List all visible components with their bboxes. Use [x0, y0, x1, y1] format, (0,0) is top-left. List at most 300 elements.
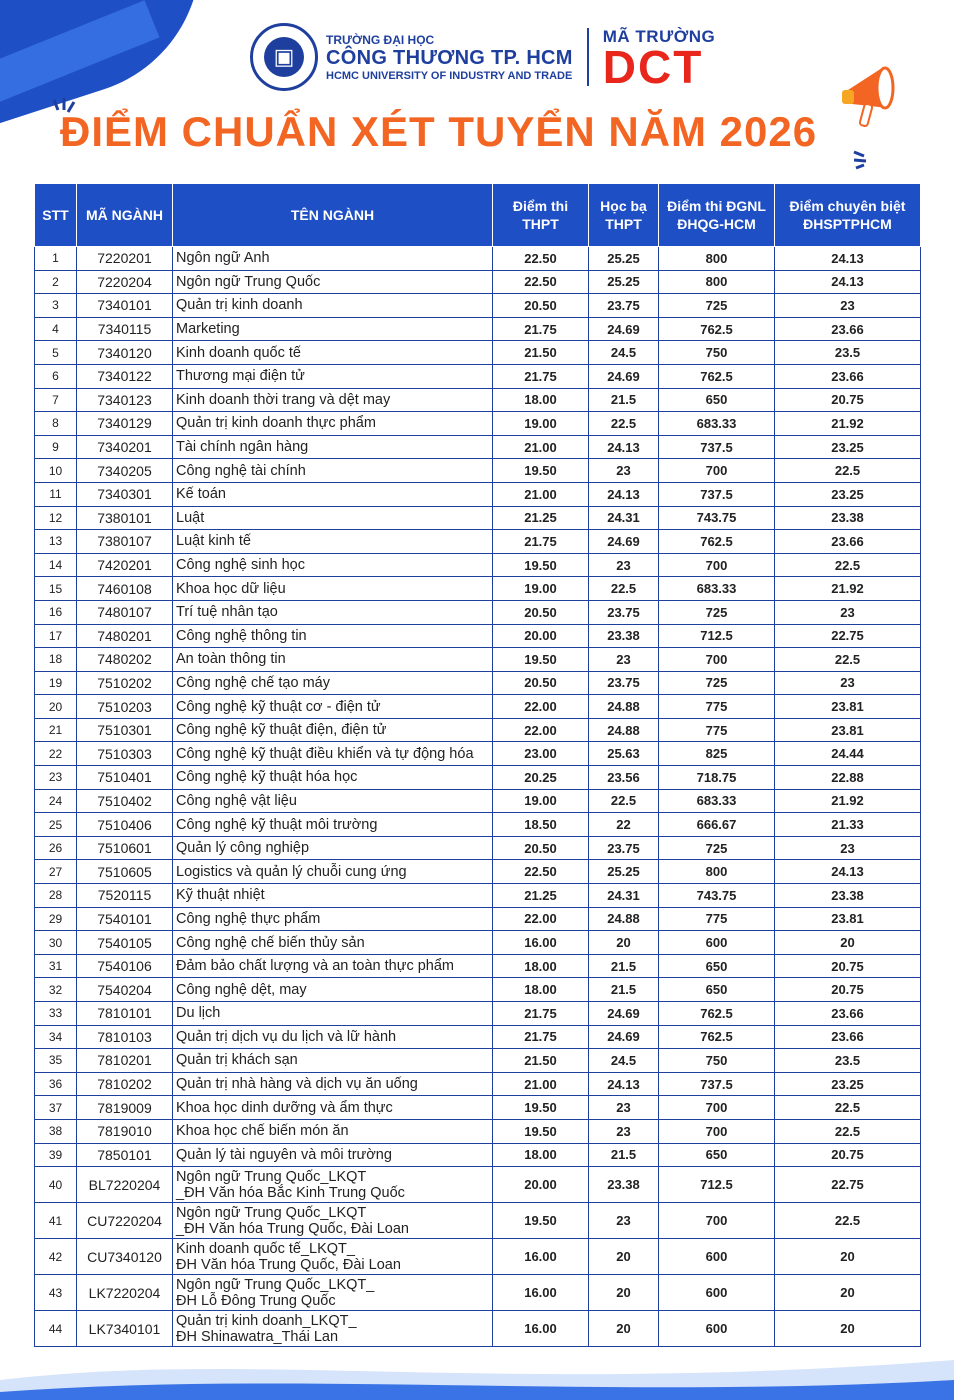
thpt-score-cell: 22.50: [493, 247, 589, 271]
thpt-score-cell: 20.50: [493, 600, 589, 624]
major-code-cell: 7810101: [77, 1002, 173, 1026]
stt-cell: 20: [35, 695, 77, 719]
table-row: [35, 553, 921, 577]
major-name-cell: Công nghệ thông tin: [173, 624, 493, 648]
stt-cell: 18: [35, 648, 77, 672]
hocba-score-cell: 20: [589, 931, 659, 955]
table-row: [35, 1119, 921, 1143]
dhsp-score-cell: 23.66: [775, 364, 921, 388]
thpt-score-cell: 19.00: [493, 412, 589, 436]
major-name-cell: Tài chính ngân hàng: [173, 435, 493, 459]
dhsp-score-cell: 20: [775, 931, 921, 955]
dhsp-score-cell: 23: [775, 836, 921, 860]
hocba-score-cell: 24.5: [589, 1049, 659, 1073]
dhsp-score-cell: 20.75: [775, 978, 921, 1002]
logo-book-icon: ▣: [264, 37, 304, 77]
major-code-cell: 7540101: [77, 907, 173, 931]
table-row: [35, 506, 921, 530]
major-name-cell: Đảm bảo chất lượng và an toàn thực phẩm: [173, 954, 493, 978]
thpt-score-cell: 19.50: [493, 553, 589, 577]
dgnl-score-cell: 650: [659, 978, 775, 1002]
major-name-cell: Công nghệ kỹ thuật điện, điện tử: [173, 718, 493, 742]
table-row: [35, 954, 921, 978]
table-row: [35, 931, 921, 955]
major-code-cell: 7510202: [77, 671, 173, 695]
table-row: [35, 1072, 921, 1096]
hocba-score-cell: 23: [589, 459, 659, 483]
major-code-cell: 7810201: [77, 1049, 173, 1073]
stt-cell: 28: [35, 884, 77, 908]
table-row: [35, 1203, 921, 1239]
table-row: [35, 789, 921, 813]
dgnl-score-cell: 718.75: [659, 766, 775, 790]
hocba-score-cell: 24.69: [589, 317, 659, 341]
thpt-score-cell: 21.75: [493, 364, 589, 388]
table-body: [35, 247, 921, 1347]
major-code-cell: CU7340120: [77, 1239, 173, 1275]
dhsp-score-cell: 23.66: [775, 317, 921, 341]
dgnl-score-cell: 725: [659, 671, 775, 695]
major-code-cell: LK7340101: [77, 1311, 173, 1347]
major-name-cell: Công nghệ chế tạo máy: [173, 671, 493, 695]
dgnl-score-cell: 650: [659, 954, 775, 978]
major-code-cell: 7810103: [77, 1025, 173, 1049]
major-name-cell: Logistics và quản lý chuỗi cung ứng: [173, 860, 493, 884]
major-name-cell: Quản lý tài nguyên và môi trường: [173, 1143, 493, 1167]
dhsp-score-cell: 23: [775, 671, 921, 695]
major-name-cell: Công nghệ dệt, may: [173, 978, 493, 1002]
col-stt-header: STT: [35, 184, 77, 247]
major-code-cell: 7340205: [77, 459, 173, 483]
thpt-score-cell: 16.00: [493, 1275, 589, 1311]
dhsp-score-cell: 20: [775, 1275, 921, 1311]
hocba-score-cell: 20: [589, 1311, 659, 1347]
table-row: [35, 270, 921, 294]
stt-cell: 3: [35, 294, 77, 318]
dhsp-score-cell: 22.75: [775, 624, 921, 648]
hocba-score-cell: 22: [589, 813, 659, 837]
hocba-score-cell: 24.31: [589, 884, 659, 908]
major-name-cell: Trí tuệ nhân tạo: [173, 600, 493, 624]
hocba-score-cell: 22.5: [589, 412, 659, 436]
thpt-score-cell: 21.25: [493, 884, 589, 908]
table-row: [35, 836, 921, 860]
dgnl-score-cell: 743.75: [659, 506, 775, 530]
table-row: [35, 1025, 921, 1049]
major-code-cell: 7340129: [77, 412, 173, 436]
dhsp-score-cell: 22.5: [775, 1203, 921, 1239]
dhsp-score-cell: 24.13: [775, 860, 921, 884]
major-name-cell: Du lịch: [173, 1002, 493, 1026]
major-name-cell: Marketing: [173, 317, 493, 341]
dhsp-score-cell: 23.66: [775, 1025, 921, 1049]
dhsp-score-cell: 22.5: [775, 1096, 921, 1120]
dgnl-score-cell: 650: [659, 388, 775, 412]
dhsp-score-cell: 23: [775, 600, 921, 624]
dhsp-score-cell: 22.5: [775, 553, 921, 577]
major-name-cell: Công nghệ kỹ thuật hóa học: [173, 766, 493, 790]
table-row: [35, 695, 921, 719]
dgnl-score-cell: 712.5: [659, 1167, 775, 1203]
stt-cell: 8: [35, 412, 77, 436]
dhsp-score-cell: 24.13: [775, 247, 921, 271]
dgnl-score-cell: 683.33: [659, 577, 775, 601]
stt-cell: 6: [35, 364, 77, 388]
table-row: [35, 247, 921, 271]
hocba-score-cell: 24.69: [589, 364, 659, 388]
table-row: [35, 294, 921, 318]
major-name-cell: Quản trị nhà hàng và dịch vụ ăn uống: [173, 1072, 493, 1096]
major-code-cell: CU7220204: [77, 1203, 173, 1239]
major-code-cell: 7819009: [77, 1096, 173, 1120]
hocba-score-cell: 21.5: [589, 388, 659, 412]
thpt-score-cell: 18.00: [493, 978, 589, 1002]
hocba-score-cell: 24.31: [589, 506, 659, 530]
major-name-cell: Quản trị kinh doanh: [173, 294, 493, 318]
dhsp-score-cell: 24.44: [775, 742, 921, 766]
dhsp-score-cell: 23.38: [775, 884, 921, 908]
major-code-cell: 7480107: [77, 600, 173, 624]
thpt-score-cell: 19.00: [493, 789, 589, 813]
code-label: MÃ TRƯỜNG: [602, 27, 716, 46]
hocba-score-cell: 21.5: [589, 978, 659, 1002]
major-name-cell: Quản lý công nghiệp: [173, 836, 493, 860]
stt-cell: 15: [35, 577, 77, 601]
major-name-cell: Kinh doanh thời trang và dệt may: [173, 388, 493, 412]
dhsp-score-cell: 22.88: [775, 766, 921, 790]
table-row: [35, 1096, 921, 1120]
dhsp-score-cell: 22.75: [775, 1167, 921, 1203]
thpt-score-cell: 19.50: [493, 1203, 589, 1239]
dgnl-score-cell: 800: [659, 247, 775, 271]
dgnl-score-cell: 762.5: [659, 1002, 775, 1026]
major-name-cell: Ngôn ngữ Trung Quốc_LKQT _ĐH Văn hóa Bắc Kinh Trung Quốc: [173, 1167, 493, 1203]
dgnl-score-cell: 725: [659, 836, 775, 860]
school-logo: [250, 23, 318, 91]
major-name-cell: Kinh doanh quốc tế: [173, 341, 493, 365]
hocba-score-cell: 23.75: [589, 294, 659, 318]
major-code-cell: 7220201: [77, 247, 173, 271]
dhsp-score-cell: 23.25: [775, 1072, 921, 1096]
major-name-cell: Quản trị kinh doanh thực phẩm: [173, 412, 493, 436]
dhsp-score-cell: 23.25: [775, 482, 921, 506]
hocba-score-cell: 24.88: [589, 907, 659, 931]
col-name-header: TÊN NGÀNH: [173, 184, 493, 247]
stt-cell: 16: [35, 600, 77, 624]
thpt-score-cell: 22.00: [493, 718, 589, 742]
hocba-score-cell: 24.13: [589, 435, 659, 459]
major-code-cell: 7460108: [77, 577, 173, 601]
major-code-cell: 7510303: [77, 742, 173, 766]
major-code-cell: 7340115: [77, 317, 173, 341]
hocba-score-cell: 22.5: [589, 789, 659, 813]
table-row: [35, 600, 921, 624]
table-row: [35, 624, 921, 648]
thpt-score-cell: 20.50: [493, 294, 589, 318]
major-name-cell: Khoa học dữ liệu: [173, 577, 493, 601]
dgnl-score-cell: 825: [659, 742, 775, 766]
table-row: [35, 978, 921, 1002]
dhsp-score-cell: 21.92: [775, 577, 921, 601]
hocba-score-cell: 23.38: [589, 1167, 659, 1203]
table-row: [35, 648, 921, 672]
thpt-score-cell: 19.50: [493, 1119, 589, 1143]
dgnl-score-cell: 737.5: [659, 482, 775, 506]
major-code-cell: 7510601: [77, 836, 173, 860]
col-dgnl-header: Điểm thi ĐGNL ĐHQG-HCM: [659, 184, 775, 247]
dhsp-score-cell: 23.81: [775, 907, 921, 931]
thpt-score-cell: 21.75: [493, 530, 589, 554]
hocba-score-cell: 23.75: [589, 671, 659, 695]
thpt-score-cell: 21.50: [493, 341, 589, 365]
hocba-score-cell: 24.88: [589, 718, 659, 742]
major-code-cell: 7510203: [77, 695, 173, 719]
dhsp-score-cell: 20.75: [775, 954, 921, 978]
hocba-score-cell: 24.88: [589, 695, 659, 719]
hocba-score-cell: 23.38: [589, 624, 659, 648]
dgnl-score-cell: 712.5: [659, 624, 775, 648]
stt-cell: 37: [35, 1096, 77, 1120]
table-row: [35, 412, 921, 436]
hocba-score-cell: 25.25: [589, 247, 659, 271]
dhsp-score-cell: 23: [775, 294, 921, 318]
major-code-cell: 7819010: [77, 1119, 173, 1143]
major-name-cell: Ngôn ngữ Trung Quốc: [173, 270, 493, 294]
hocba-score-cell: 23: [589, 553, 659, 577]
stt-cell: 22: [35, 742, 77, 766]
stt-cell: 7: [35, 388, 77, 412]
table-row: [35, 459, 921, 483]
thpt-score-cell: 18.00: [493, 388, 589, 412]
major-name-cell: Công nghệ chế biến thủy sản: [173, 931, 493, 955]
dhsp-score-cell: 21.92: [775, 412, 921, 436]
dgnl-score-cell: 666.67: [659, 813, 775, 837]
stt-cell: 10: [35, 459, 77, 483]
dhsp-score-cell: 23.66: [775, 1002, 921, 1026]
col-hocba-header: Học bạ THPT: [589, 184, 659, 247]
hocba-score-cell: 23: [589, 1096, 659, 1120]
dgnl-score-cell: 700: [659, 1203, 775, 1239]
hocba-score-cell: 24.13: [589, 482, 659, 506]
dgnl-score-cell: 700: [659, 459, 775, 483]
stt-cell: 43: [35, 1275, 77, 1311]
dgnl-score-cell: 775: [659, 718, 775, 742]
hocba-score-cell: 23: [589, 648, 659, 672]
major-name-cell: Công nghệ vật liệu: [173, 789, 493, 813]
table-row: [35, 718, 921, 742]
major-name-cell: Khoa học dinh dưỡng và ẩm thực: [173, 1096, 493, 1120]
dgnl-score-cell: 762.5: [659, 1025, 775, 1049]
hocba-score-cell: 24.69: [589, 530, 659, 554]
stt-cell: 39: [35, 1143, 77, 1167]
thpt-score-cell: 16.00: [493, 931, 589, 955]
major-code-cell: 7510402: [77, 789, 173, 813]
dhsp-score-cell: 20.75: [775, 388, 921, 412]
dhsp-score-cell: 23.81: [775, 718, 921, 742]
stt-cell: 17: [35, 624, 77, 648]
major-code-cell: 7510301: [77, 718, 173, 742]
stt-cell: 35: [35, 1049, 77, 1073]
table-row: [35, 1049, 921, 1073]
dgnl-score-cell: 600: [659, 1275, 775, 1311]
header: [250, 22, 715, 92]
thpt-score-cell: 19.50: [493, 648, 589, 672]
stt-cell: 21: [35, 718, 77, 742]
dgnl-score-cell: 750: [659, 1049, 775, 1073]
table-row: [35, 907, 921, 931]
dhsp-score-cell: 23.5: [775, 341, 921, 365]
hocba-score-cell: 23.56: [589, 766, 659, 790]
thpt-score-cell: 20.50: [493, 836, 589, 860]
major-name-cell: Công nghệ kỹ thuật môi trường: [173, 813, 493, 837]
thpt-score-cell: 20.50: [493, 671, 589, 695]
stt-cell: 12: [35, 506, 77, 530]
stt-cell: 19: [35, 671, 77, 695]
school-line2: CÔNG THƯƠNG TP. HCM: [326, 46, 573, 69]
dhsp-score-cell: 22.5: [775, 459, 921, 483]
major-name-cell: Thương mại điện tử: [173, 364, 493, 388]
school-line1: TRƯỜNG ĐẠI HỌC: [326, 32, 435, 47]
thpt-score-cell: 22.50: [493, 270, 589, 294]
table-row: [35, 1275, 921, 1311]
stt-cell: 38: [35, 1119, 77, 1143]
major-name-cell: Ngôn ngữ Trung Quốc_LKQT _ĐH Văn hóa Trung Quốc, Đài Loan: [173, 1203, 493, 1239]
major-name-cell: Quản trị khách sạn: [173, 1049, 493, 1073]
major-code-cell: 7220204: [77, 270, 173, 294]
dgnl-score-cell: 737.5: [659, 1072, 775, 1096]
major-code-cell: 7480202: [77, 648, 173, 672]
school-line3: HCMC UNIVERSITY OF INDUSTRY AND TRADE: [326, 69, 573, 82]
dgnl-score-cell: 725: [659, 294, 775, 318]
major-code-cell: 7510605: [77, 860, 173, 884]
thpt-score-cell: 22.00: [493, 695, 589, 719]
stt-cell: 25: [35, 813, 77, 837]
major-code-cell: 7540204: [77, 978, 173, 1002]
stt-cell: 41: [35, 1203, 77, 1239]
stt-cell: 24: [35, 789, 77, 813]
table-row: [35, 1239, 921, 1275]
table-row: [35, 577, 921, 601]
dgnl-score-cell: 737.5: [659, 435, 775, 459]
major-name-cell: Quản trị dịch vụ du lịch và lữ hành: [173, 1025, 493, 1049]
major-name-cell: An toàn thông tin: [173, 648, 493, 672]
dgnl-score-cell: 683.33: [659, 789, 775, 813]
table-row: [35, 364, 921, 388]
thpt-score-cell: 18.00: [493, 1143, 589, 1167]
dhsp-score-cell: 24.13: [775, 270, 921, 294]
page-title: ĐIỂM CHUẨN XÉT TUYỂN NĂM 2026: [60, 108, 818, 155]
thpt-score-cell: 21.75: [493, 1025, 589, 1049]
thpt-score-cell: 20.25: [493, 766, 589, 790]
stt-cell: 44: [35, 1311, 77, 1347]
major-name-cell: Công nghệ tài chính: [173, 459, 493, 483]
dgnl-score-cell: 600: [659, 931, 775, 955]
stt-cell: 32: [35, 978, 77, 1002]
major-code-cell: 7340201: [77, 435, 173, 459]
table-row: [35, 341, 921, 365]
hocba-score-cell: 24.69: [589, 1025, 659, 1049]
dgnl-score-cell: 600: [659, 1239, 775, 1275]
major-code-cell: 7480201: [77, 624, 173, 648]
dhsp-score-cell: 21.33: [775, 813, 921, 837]
dhsp-score-cell: 22.5: [775, 648, 921, 672]
major-name-cell: Luật: [173, 506, 493, 530]
thpt-score-cell: 16.00: [493, 1239, 589, 1275]
table-row: [35, 1002, 921, 1026]
table-row: [35, 742, 921, 766]
hocba-score-cell: 24.13: [589, 1072, 659, 1096]
thpt-score-cell: 21.75: [493, 317, 589, 341]
major-name-cell: Công nghệ kỹ thuật cơ - điện tử: [173, 695, 493, 719]
dhsp-score-cell: 23.25: [775, 435, 921, 459]
dgnl-score-cell: 725: [659, 600, 775, 624]
col-dhsp-header: Điểm chuyên biệt ĐHSPTPHCM: [775, 184, 921, 247]
hocba-score-cell: 22.5: [589, 577, 659, 601]
major-name-cell: Công nghệ kỹ thuật điều khiển và tự động hóa: [173, 742, 493, 766]
major-code-cell: 7510401: [77, 766, 173, 790]
major-code-cell: 7810202: [77, 1072, 173, 1096]
dgnl-score-cell: 762.5: [659, 364, 775, 388]
stt-cell: 26: [35, 836, 77, 860]
major-name-cell: Luật kinh tế: [173, 530, 493, 554]
dhsp-score-cell: 20: [775, 1311, 921, 1347]
stt-cell: 27: [35, 860, 77, 884]
dgnl-score-cell: 762.5: [659, 317, 775, 341]
stt-cell: 13: [35, 530, 77, 554]
dhsp-score-cell: 21.92: [775, 789, 921, 813]
stt-cell: 31: [35, 954, 77, 978]
dgnl-score-cell: 762.5: [659, 530, 775, 554]
major-code-cell: 7540106: [77, 954, 173, 978]
dgnl-score-cell: 775: [659, 907, 775, 931]
stt-cell: 1: [35, 247, 77, 271]
stt-cell: 29: [35, 907, 77, 931]
table-row: [35, 766, 921, 790]
stt-cell: 4: [35, 317, 77, 341]
major-code-cell: 7380107: [77, 530, 173, 554]
dgnl-score-cell: 800: [659, 860, 775, 884]
major-code-cell: LK7220204: [77, 1275, 173, 1311]
dgnl-score-cell: 775: [659, 695, 775, 719]
dgnl-score-cell: 743.75: [659, 884, 775, 908]
dhsp-score-cell: 23.66: [775, 530, 921, 554]
major-code-cell: 7510406: [77, 813, 173, 837]
stt-cell: 36: [35, 1072, 77, 1096]
table-row: [35, 435, 921, 459]
thpt-score-cell: 21.00: [493, 435, 589, 459]
major-name-cell: Kế toán: [173, 482, 493, 506]
dgnl-score-cell: 750: [659, 341, 775, 365]
stt-cell: 42: [35, 1239, 77, 1275]
dgnl-score-cell: 600: [659, 1311, 775, 1347]
table-row: [35, 388, 921, 412]
dgnl-score-cell: 700: [659, 1119, 775, 1143]
stt-cell: 9: [35, 435, 77, 459]
thpt-score-cell: 20.00: [493, 624, 589, 648]
major-name-cell: Công nghệ thực phẩm: [173, 907, 493, 931]
stt-cell: 14: [35, 553, 77, 577]
major-name-cell: Kinh doanh quốc tế_LKQT_ ĐH Văn hóa Trung Quốc, Đài Loan: [173, 1239, 493, 1275]
thpt-score-cell: 22.00: [493, 907, 589, 931]
stt-cell: 2: [35, 270, 77, 294]
thpt-score-cell: 18.50: [493, 813, 589, 837]
major-name-cell: Ngôn ngữ Trung Quốc_LKQT_ ĐH Lỗ Đông Trung Quốc: [173, 1275, 493, 1311]
hocba-score-cell: 25.25: [589, 270, 659, 294]
thpt-score-cell: 21.00: [493, 482, 589, 506]
dhsp-score-cell: 23.38: [775, 506, 921, 530]
hocba-score-cell: 23.75: [589, 836, 659, 860]
major-code-cell: 7420201: [77, 553, 173, 577]
